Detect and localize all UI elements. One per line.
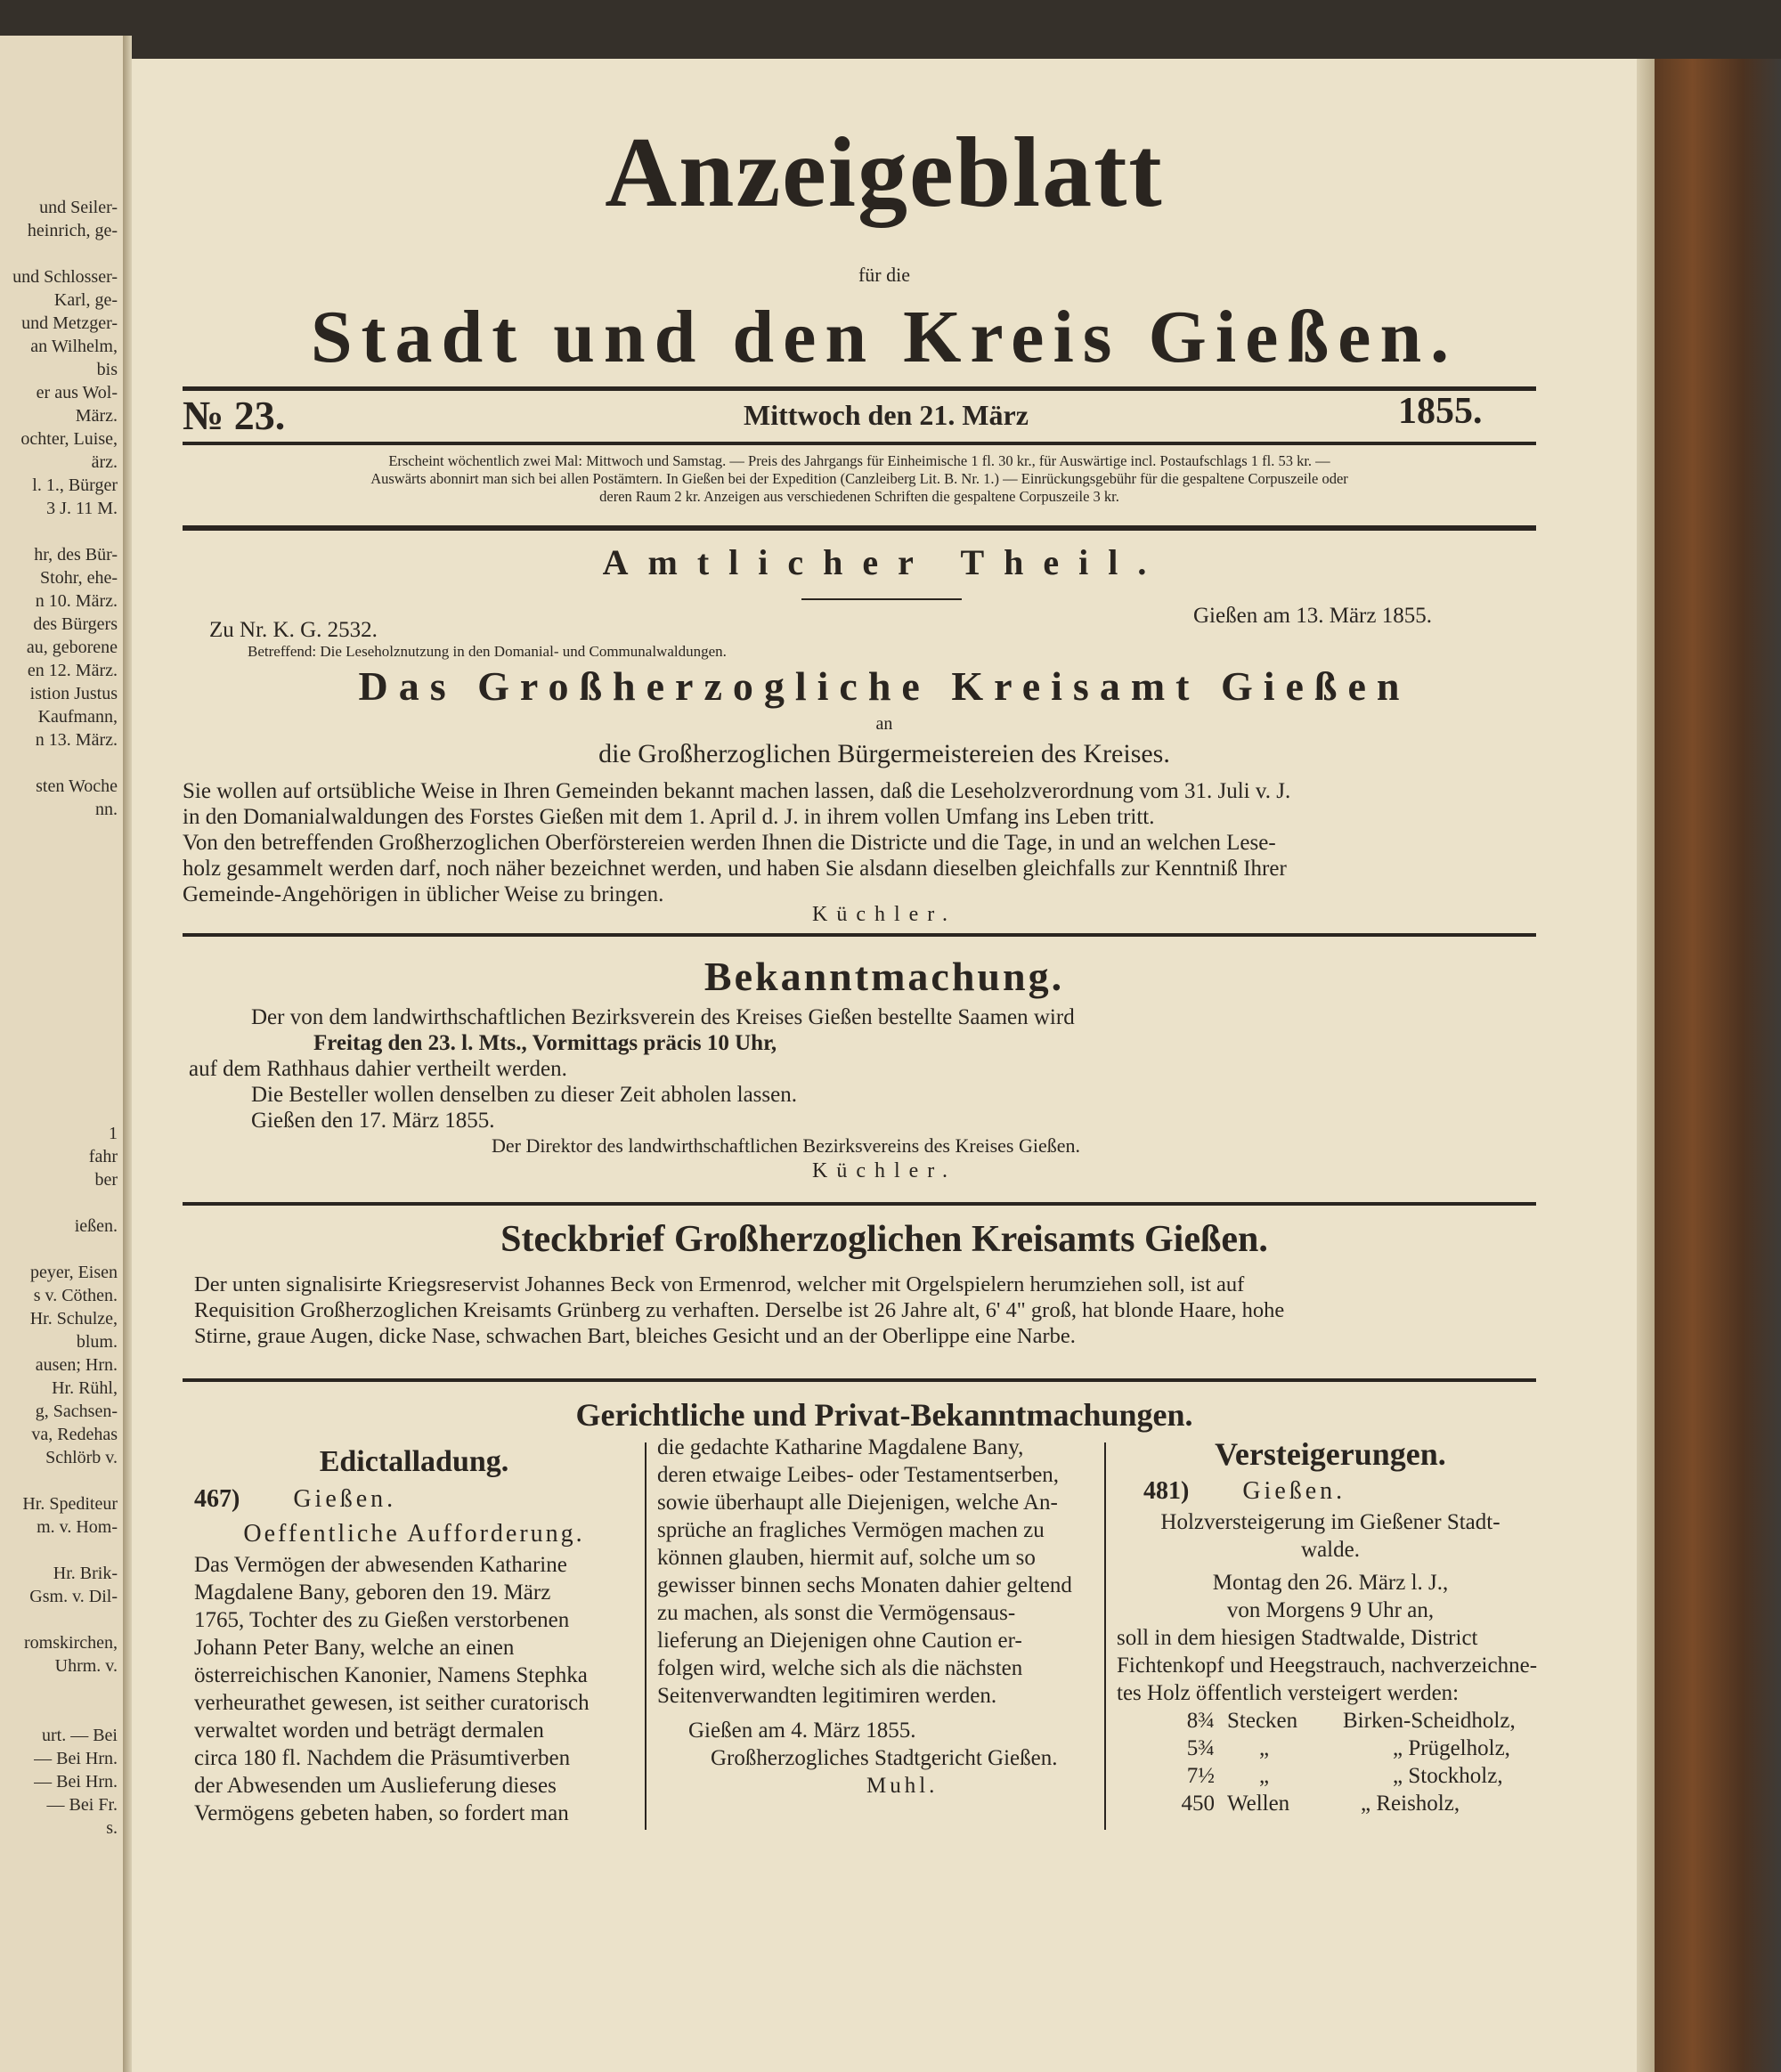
notice-text — [1117, 1624, 1544, 1707]
text-line: sowie überhaupt alle Diejenigen, welche An- — [657, 1491, 1058, 1515]
wood-item: 5¾ „ „ Prügelholz, — [1186, 1736, 1510, 1760]
text-line: s. — [106, 1818, 118, 1838]
text-line: Stohr, ehe- — [40, 568, 118, 588]
notice-place: Gießen. — [1242, 1477, 1346, 1505]
text-line: urt. — Bei — [42, 1726, 118, 1745]
section-heading-steckbrief: Steckbrief Großherzoglichen Kreisamts Gießen. — [500, 1219, 1268, 1260]
text-line: des Bürgers — [33, 614, 118, 634]
book-top-edge — [0, 0, 1781, 59]
notice-place: Gießen. — [293, 1485, 397, 1513]
section-heading-amtlich: Amtlicher Theil. — [602, 542, 1167, 582]
text-line — [0, 1076, 123, 1099]
text-line: und Schlosser- — [12, 267, 118, 287]
text-line: Schlörb v. — [45, 1448, 118, 1467]
text-line: bis — [96, 360, 118, 379]
column-edictalladung — [194, 1442, 634, 1827]
text-line: zu machen, als sonst die Vermögensaus- — [657, 1601, 1016, 1625]
text-line: an Wilhelm, — [30, 337, 118, 356]
text-line: ochter, Luise, — [20, 429, 118, 449]
text-line: heinrich, ge- — [27, 221, 118, 240]
notice-subheading — [1117, 1508, 1544, 1564]
text-line: m. v. Hom- — [37, 1517, 118, 1537]
wood-item: 8¾ Stecken Birken-Scheidholz, — [1186, 1709, 1516, 1733]
divider — [801, 598, 962, 600]
text-line: sten Woche — [36, 776, 118, 796]
text-line: Gießen den 17. März 1855. — [251, 1109, 495, 1133]
steckbrief-text — [194, 1272, 1548, 1349]
wood-item: 7½ „ „ Stockholz, — [1186, 1764, 1503, 1788]
text-line: 1765, Tochter des zu Gießen verstorbenen — [194, 1608, 570, 1632]
text-line — [0, 914, 123, 937]
text-line — [0, 867, 123, 890]
text-line: — Bei Hrn. — [34, 1772, 118, 1792]
text-line: Der unten signalisirte Kriegsreservist Johannes Beck von Ermenrod, welcher mit Orgelspielern herumziehen soll, ist auf — [194, 1272, 1245, 1296]
text-line — [0, 983, 123, 1006]
amtlich-authority: Das Großherzogliche Kreisamt Gießen — [358, 663, 1411, 709]
text-line: und Metzger- — [21, 313, 118, 333]
text-line: sprüche an fragliches Vermögen machen zu — [657, 1518, 1045, 1542]
wood-item: 450 Wellen „ Reisholz, — [1181, 1792, 1460, 1816]
notice-number: 481) — [1143, 1477, 1190, 1505]
text-line: Requisition Großherzoglichen Kreisamts Grünberg zu verhaften. Derselbe ist 26 Jahre alt, 6' 4" groß, hat blonde Haare, hohe — [194, 1298, 1285, 1322]
text-line: Magdalene Bany, geboren den 19. März — [194, 1580, 551, 1605]
wood-list — [1117, 1707, 1544, 1817]
text-line: walde. — [1301, 1538, 1360, 1562]
text-line — [0, 752, 123, 775]
divider — [183, 1378, 1536, 1382]
text-line: können glauben, hiermit auf, solche um so — [657, 1546, 1036, 1570]
text-line: Holzversteigerung im Gießener Stadt- — [1160, 1510, 1500, 1534]
notice-date — [1117, 1569, 1544, 1624]
text-line: von Morgens 9 Uhr an, — [1226, 1598, 1435, 1622]
amtlich-signature: Küchler. — [812, 903, 956, 926]
amtlich-paragraph — [183, 778, 1536, 907]
text-line: ausen; Hrn. — [35, 1355, 118, 1375]
notice-subheading: Oeffentliche Aufforderung. — [243, 1520, 585, 1548]
text-line: Die Besteller wollen denselben zu dieser Zeit abholen lassen. — [251, 1083, 797, 1107]
column-edictalladung-continued — [657, 1434, 1094, 1800]
column-divider — [1104, 1442, 1106, 1830]
text-line: au, geborene — [26, 638, 118, 657]
text-line: Kaufmann, — [37, 707, 118, 727]
text-line: istion Justus — [29, 684, 118, 703]
text-line: österreichischen Kanonier, Namens Stephka — [194, 1663, 588, 1687]
facing-page-text — [0, 36, 123, 1840]
amtlich-recipients: die Großherzoglichen Bürgermeistereien des Kreises. — [598, 739, 1170, 768]
text-line: n 13. März. — [35, 730, 118, 750]
text-line-emphasis: Freitag den 23. l. Mts., Vormittags präcis 10 Uhr, — [313, 1031, 777, 1055]
masthead-fuer-die: für die — [858, 264, 911, 286]
text-line: lieferung an Diejenigen ohne Caution er- — [657, 1629, 1022, 1653]
text-line: s v. Cöthen. — [33, 1286, 118, 1305]
text-line: Gemeinde-Angehörigen in üblicher Weise zu bringen. — [183, 882, 664, 906]
text-line: auf dem Rathhaus dahier vertheilt werden. — [189, 1057, 567, 1081]
text-line: 3 J. 11 M. — [46, 499, 118, 518]
text-line — [0, 1238, 123, 1261]
text-line: circa 180 fl. Nachdem die Präsumtiverben — [194, 1746, 571, 1770]
text-line: Johann Peter Bany, welche an einen — [194, 1636, 515, 1660]
text-line: soll in dem hiesigen Stadtwalde, District — [1117, 1626, 1478, 1650]
text-line: Sie wollen auf ortsübliche Weise in Ihren Gemeinden bekannt machen lassen, daß die Leseholzverordnung vom 31. Juli v. J. — [183, 779, 1291, 803]
issue-date: Mittwoch den 21. März — [744, 399, 1029, 431]
text-line — [0, 1608, 123, 1631]
masthead-title: Anzeigeblatt — [605, 118, 1164, 228]
text-line: Hr. Brik- — [53, 1564, 118, 1583]
issue-number: № 23. — [183, 393, 286, 438]
text-line: tes Holz öffentlich versteigert werden: — [1117, 1681, 1460, 1705]
text-line — [0, 1099, 123, 1122]
text-line: er aus Wol- — [36, 383, 118, 402]
text-line: g, Sachsen- — [35, 1402, 118, 1421]
section-heading-bekanntmachung: Bekanntmachung. — [703, 954, 1065, 999]
text-line: in den Domanialwaldungen des Forstes Gießen mit dem 1. April d. J. in ihrem vollen Umfang ins Leben tritt. — [183, 805, 1155, 829]
text-line: Von den betreffenden Großherzoglichen Oberförstereien werden Ihnen die Districte und die Tage, in und an welchen Lese- — [183, 831, 1276, 855]
amtlich-an: an — [875, 714, 893, 734]
text-line: Gsm. v. Dil- — [29, 1587, 118, 1606]
subscription-info — [174, 452, 1545, 506]
text-line: der Abwesenden um Auslieferung dieses — [194, 1774, 557, 1798]
divider — [183, 1202, 1536, 1206]
page-edge — [1637, 59, 1655, 2072]
text-line — [0, 520, 123, 543]
text-line: Hr. Rühl, — [52, 1378, 118, 1398]
text-line — [0, 1678, 123, 1701]
text-line: Das Vermögen der abwesenden Katharine — [194, 1553, 567, 1577]
bekanntmachung-signer: Der Direktor des landwirthschaftlichen Bezirksvereins des Kreises Gießen. — [492, 1134, 1080, 1157]
text-line — [0, 1191, 123, 1215]
column-divider — [645, 1442, 647, 1830]
bekanntmachung-text — [189, 1004, 1409, 1134]
text-line — [0, 242, 123, 265]
text-line: gewisser binnen sechs Monaten dahier geltend — [657, 1573, 1072, 1597]
text-line: nn. — [95, 800, 118, 819]
text-line — [0, 1052, 123, 1076]
amtlich-place-date: Gießen am 13. März 1855. — [1193, 604, 1432, 628]
text-line — [0, 1006, 123, 1029]
amtlich-reference: Zu Nr. K. G. 2532. — [209, 618, 378, 642]
text-line — [0, 1469, 123, 1492]
text-line: Auswärts abonnirt man sich bei allen Postämtern. In Gießen bei der Expedition (Canzleiberg Lit. B. Nr. 1.) — Einrückungsgebühr für die gespaltene Corpuszeile oder — [370, 470, 1348, 487]
text-line: 1 — [109, 1124, 118, 1143]
masthead-subtitle: Stadt und den Kreis Gießen. — [310, 296, 1459, 378]
text-line: holz gesammelt werden darf, noch näher bezeichnet werden, und haben Sie alsdann dieselben gleichfalls zur Kenntniß Ihrer — [183, 857, 1287, 881]
text-line: Erscheint wöchentlich zwei Mal: Mittwoch und Samstag. — Preis des Jahrgangs für Einheimische 1 fl. 30 kr., für Auswärtige incl. Postaufschlags 1 fl. 53 kr. — — [388, 452, 1330, 469]
text-line: n 10. März. — [35, 591, 118, 611]
bekanntmachung-signature: Küchler. — [812, 1159, 956, 1182]
text-line: hr, des Bür- — [34, 545, 118, 565]
text-line: Stirne, graue Augen, dicke Nase, schwachen Bart, bleiches Gesicht und an der Oberlippe eine Narbe. — [194, 1324, 1076, 1348]
text-line: peyer, Eisen — [29, 1263, 118, 1282]
amtlich-betreffend: Betreffend: Die Leseholznutzung in den Domanial- und Communalwaldungen. — [248, 643, 727, 660]
notice-court: Großherzogliches Stadtgericht Gießen. — [711, 1746, 1058, 1770]
text-line — [0, 937, 123, 960]
text-line: fahr — [88, 1147, 118, 1166]
text-line: ärz. — [91, 452, 118, 472]
text-line: März. — [75, 406, 118, 426]
issue-year: 1855. — [1398, 391, 1483, 432]
text-line: deren etwaige Leibes- oder Testamentserben, — [657, 1463, 1060, 1487]
text-line: Vermögens gebeten haben, so fordert man — [194, 1801, 569, 1825]
notice-signature: Muhl. — [866, 1774, 939, 1798]
column-heading: Edictalladung. — [319, 1445, 509, 1478]
divider — [183, 442, 1536, 445]
text-line — [0, 960, 123, 983]
text-line: — Bei Hrn. — [34, 1749, 118, 1768]
text-line — [0, 890, 123, 914]
notice-text — [194, 1551, 634, 1827]
text-line: deren Raum 2 kr. Anzeigen aus verschiedenen Schriften die gespaltene Corpuszeile 3 kr. — [599, 488, 1119, 505]
text-line: verwaltet worden und beträgt dermalen — [194, 1719, 544, 1743]
text-line — [0, 1539, 123, 1562]
notice-number: 467) — [194, 1485, 240, 1513]
text-line: Hr. Schulze, — [29, 1309, 118, 1329]
notice-text — [657, 1434, 1094, 1710]
book-binding — [1655, 59, 1781, 2072]
column-versteigerungen — [1117, 1434, 1544, 1817]
text-line — [0, 1701, 123, 1724]
text-line: verheurathet gewesen, ist seither curatorisch — [194, 1691, 590, 1715]
text-line: Karl, ge- — [53, 290, 118, 310]
text-line: l. 1., Bürger — [32, 475, 118, 495]
text-line: folgen wird, welche sich als die nächsten — [657, 1656, 1023, 1680]
notice-place-date: Gießen am 4. März 1855. — [688, 1719, 916, 1743]
text-line: ießen. — [74, 1216, 118, 1236]
text-line: Hr. Spediteur — [22, 1494, 118, 1514]
text-line — [0, 821, 123, 844]
text-line: — Bei Fr. — [46, 1795, 118, 1815]
gutter — [123, 36, 132, 2072]
text-line: Der von dem landwirthschaftlichen Bezirksverein des Kreises Gießen bestellte Saamen wird — [251, 1005, 1075, 1029]
text-line: Seitenverwandten legitimiren werden. — [657, 1684, 997, 1708]
divider — [183, 933, 1536, 937]
text-line: blum. — [76, 1332, 118, 1352]
text-line: und Seiler- — [39, 198, 118, 217]
text-line — [0, 844, 123, 867]
text-line: die gedachte Katharine Magdalene Bany, — [657, 1435, 1024, 1459]
text-line: ber — [94, 1170, 118, 1190]
section-heading-gerichtlich: Gerichtliche und Privat-Bekanntmachungen. — [575, 1397, 1193, 1433]
text-line: en 12. März. — [27, 661, 118, 680]
divider — [183, 525, 1536, 531]
text-line: Uhrm. v. — [54, 1656, 118, 1676]
text-line: Fichtenkopf und Heegstrauch, nachverzeichne- — [1117, 1654, 1538, 1678]
facing-page — [0, 36, 126, 2072]
text-line: va, Redehas — [31, 1425, 118, 1444]
divider — [183, 386, 1536, 391]
column-heading: Versteigerungen. — [1215, 1436, 1446, 1472]
text-line: romskirchen, — [24, 1633, 118, 1653]
text-line — [0, 1029, 123, 1052]
text-line: Montag den 26. März l. J., — [1212, 1571, 1449, 1595]
